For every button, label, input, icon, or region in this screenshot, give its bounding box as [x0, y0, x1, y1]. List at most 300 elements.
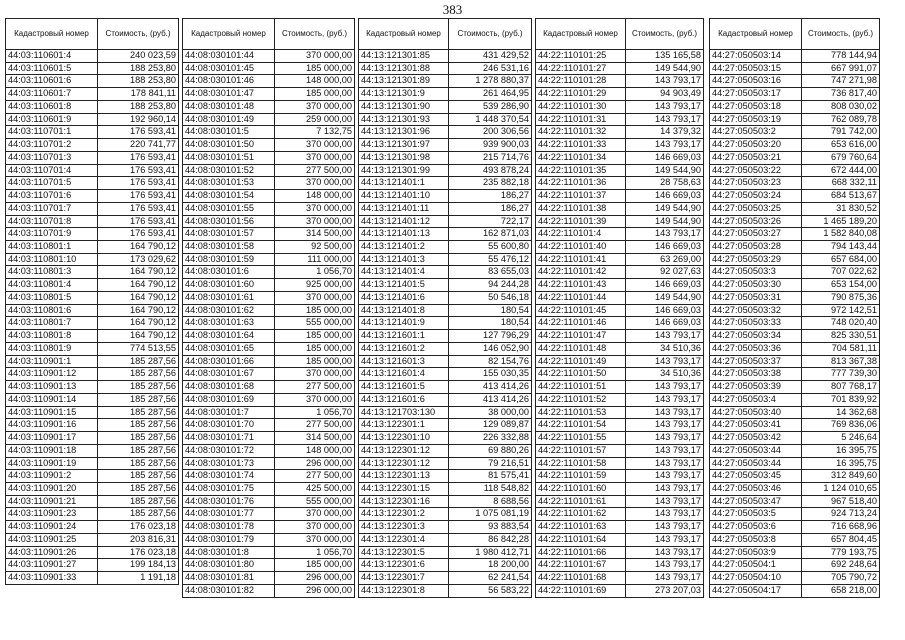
cost-cell: 14 362,68	[802, 406, 880, 419]
table-row	[6, 113, 179, 126]
cost-cell: 748 020,40	[802, 317, 880, 330]
cost-cell: 539 286,90	[449, 100, 532, 113]
cadastral-number-cell: 44:03:110601:9	[6, 113, 98, 126]
table-body	[536, 50, 704, 598]
table-row	[6, 406, 179, 419]
table-row	[183, 202, 355, 215]
cadastral-number-cell: 44:27:050503:22	[710, 164, 802, 177]
cost-cell: 555 000,00	[275, 317, 355, 330]
cost-cell: 185 287,56	[98, 457, 179, 470]
cadastral-number-cell: 44:03:110901:2	[6, 470, 98, 483]
table-row	[536, 444, 704, 457]
table-row	[183, 151, 355, 164]
cadastral-number-cell: 44:27:050503:45	[710, 470, 802, 483]
cost-cell: 143 793,17	[626, 393, 704, 406]
cadastral-number-cell: 44:03:110701:7	[6, 202, 98, 215]
cost-cell: 176 593,41	[98, 202, 179, 215]
cost-cell: 143 793,17	[626, 100, 704, 113]
table-row	[6, 368, 179, 381]
table-row	[6, 241, 179, 254]
cost-cell: 653 616,00	[802, 139, 880, 152]
table-row	[183, 126, 355, 139]
cadastral-number-cell: 44:13:121401:2	[359, 241, 449, 254]
table-row	[536, 139, 704, 152]
cadastral-number-cell: 44:08:030101:55	[183, 202, 275, 215]
cost-cell: 143 793,17	[626, 572, 704, 585]
header-cost: Стоимость, (руб.)	[449, 19, 532, 50]
cadastral-number-cell: 44:03:110701:2	[6, 139, 98, 152]
cost-cell: 176 593,41	[98, 190, 179, 203]
cost-cell: 215 714,76	[449, 151, 532, 164]
table-row	[710, 444, 880, 457]
cost-cell: 925 000,00	[275, 279, 355, 292]
table-row	[536, 495, 704, 508]
cadastral-number-cell: 44:22:110101:46	[536, 317, 626, 330]
table-row	[536, 50, 704, 63]
table-row	[183, 304, 355, 317]
cost-cell: 38 000,00	[449, 406, 532, 419]
cadastral-number-cell: 44:03:110901:23	[6, 508, 98, 521]
cost-cell: 143 793,17	[626, 381, 704, 394]
cadastral-number-cell: 44:22:110101:37	[536, 190, 626, 203]
table-row	[710, 342, 880, 355]
cadastral-number-cell: 44:03:110901:27	[6, 559, 98, 572]
cost-cell: 186,27	[449, 190, 532, 203]
cost-cell: 92 500,00	[275, 241, 355, 254]
cost-cell: 370 000,00	[275, 202, 355, 215]
cadastral-number-cell: 44:27:050503:5	[710, 508, 802, 521]
table-row	[710, 432, 880, 445]
cost-cell: 555 000,00	[275, 495, 355, 508]
cost-cell: 16 395,75	[802, 457, 880, 470]
cadastral-number-cell: 44:03:110801:8	[6, 330, 98, 343]
cost-cell: 246 531,16	[449, 62, 532, 75]
cadastral-number-cell: 44:08:030101:6	[183, 266, 275, 279]
table-row	[536, 559, 704, 572]
cadastral-number-cell: 44:22:110101:25	[536, 50, 626, 63]
cost-cell: 790 875,36	[802, 291, 880, 304]
cadastral-number-cell: 44:22:110101:62	[536, 508, 626, 521]
cost-cell: 296 000,00	[275, 584, 355, 597]
cadastral-number-cell: 44:22:110101:28	[536, 75, 626, 88]
cost-cell: 657 804,45	[802, 533, 880, 546]
table-row	[183, 546, 355, 559]
table-row	[359, 62, 532, 75]
table-row	[710, 355, 880, 368]
table-row	[183, 88, 355, 101]
cadastral-number-cell: 44:13:122301:4	[359, 533, 449, 546]
table-row	[536, 368, 704, 381]
cadastral-number-cell: 44:13:122301:5	[359, 546, 449, 559]
table-row	[710, 584, 880, 597]
cost-cell: 148 000,00	[275, 190, 355, 203]
cost-cell: 155 030,35	[449, 368, 532, 381]
cost-cell: 143 793,17	[626, 495, 704, 508]
cadastral-number-cell: 44:22:110101:66	[536, 546, 626, 559]
table-row	[536, 126, 704, 139]
cadastral-number-cell: 44:13:121401:11	[359, 202, 449, 215]
cost-cell: 668 332,11	[802, 177, 880, 190]
table-row	[710, 228, 880, 241]
table-row	[536, 432, 704, 445]
cadastral-number-cell: 44:22:110101:39	[536, 215, 626, 228]
cost-cell: 192 960,14	[98, 113, 179, 126]
cadastral-number-cell: 44:08:030101:72	[183, 444, 275, 457]
cadastral-number-cell: 44:08:030101:73	[183, 457, 275, 470]
cost-cell: 180,54	[449, 304, 532, 317]
table-row	[183, 482, 355, 495]
cost-cell: 747 271,98	[802, 75, 880, 88]
cadastral-number-cell: 44:08:030101:63	[183, 317, 275, 330]
cadastral-number-cell: 44:22:110101:29	[536, 88, 626, 101]
table-row	[359, 572, 532, 585]
table-row	[183, 266, 355, 279]
table-row	[710, 75, 880, 88]
cost-cell: 185 287,56	[98, 355, 179, 368]
table-row	[6, 88, 179, 101]
cost-cell: 178 841,11	[98, 88, 179, 101]
cadastral-number-cell: 44:08:030101:47	[183, 88, 275, 101]
table-row	[359, 419, 532, 432]
cadastral-number-cell: 44:08:030101:44	[183, 50, 275, 63]
cost-cell: 791 742,00	[802, 126, 880, 139]
cost-cell: 704 581,11	[802, 342, 880, 355]
table-row	[183, 50, 355, 63]
cadastral-number-cell: 44:13:122301:12	[359, 444, 449, 457]
table-row	[359, 470, 532, 483]
table-row	[536, 88, 704, 101]
table-row	[359, 368, 532, 381]
table-row	[6, 304, 179, 317]
table-row	[710, 508, 880, 521]
cadastral-number-cell: 44:22:110101:34	[536, 151, 626, 164]
table-row	[536, 164, 704, 177]
cadastral-number-cell: 44:13:121401:8	[359, 304, 449, 317]
cadastral-number-cell: 44:27:050503:32	[710, 304, 802, 317]
cost-cell: 186,27	[449, 202, 532, 215]
cost-cell: 314 500,00	[275, 228, 355, 241]
cadastral-number-cell: 44:13:121301:89	[359, 75, 449, 88]
table-row	[536, 406, 704, 419]
cost-cell: 185 287,56	[98, 393, 179, 406]
cost-cell: 692 248,64	[802, 559, 880, 572]
cost-cell: 143 793,17	[626, 482, 704, 495]
header-cadastral-number: Кадастровый номер	[6, 19, 98, 50]
cadastral-number-cell: 44:03:110901:17	[6, 432, 98, 445]
cost-cell: 736 817,40	[802, 88, 880, 101]
cost-cell: 146 669,03	[626, 304, 704, 317]
table-row	[359, 266, 532, 279]
cadastral-number-cell: 44:03:110801:5	[6, 291, 98, 304]
cadastral-number-cell: 44:22:110101:58	[536, 457, 626, 470]
table-row	[359, 228, 532, 241]
cost-cell: 1 056,70	[275, 266, 355, 279]
table-row	[6, 266, 179, 279]
cadastral-number-cell: 44:13:121401:5	[359, 279, 449, 292]
cadastral-number-cell: 44:08:030101:7	[183, 406, 275, 419]
cadastral-number-cell: 44:08:030101:49	[183, 113, 275, 126]
cadastral-number-cell: 44:27:050503:28	[710, 241, 802, 254]
cadastral-number-cell: 44:27:050503:4	[710, 393, 802, 406]
header-cost: Стоимость, (руб.)	[98, 19, 179, 50]
table-row	[6, 521, 179, 534]
table-row	[536, 266, 704, 279]
table-row	[710, 495, 880, 508]
table-row	[710, 482, 880, 495]
cadastral-number-cell: 44:03:110701:5	[6, 177, 98, 190]
cost-cell: 185 000,00	[275, 342, 355, 355]
table-row	[183, 381, 355, 394]
table-row	[359, 164, 532, 177]
cost-cell: 146 052,90	[449, 342, 532, 355]
table-row	[710, 546, 880, 559]
cadastral-number-cell: 44:08:030101:57	[183, 228, 275, 241]
cadastral-number-cell: 44:13:121601:3	[359, 355, 449, 368]
cost-cell: 370 000,00	[275, 215, 355, 228]
table-row	[183, 508, 355, 521]
cadastral-number-cell: 44:08:030101:60	[183, 279, 275, 292]
table-row	[359, 75, 532, 88]
cadastral-number-cell: 44:13:121401:13	[359, 228, 449, 241]
cadastral-number-cell: 44:08:030101:70	[183, 419, 275, 432]
table-row	[359, 508, 532, 521]
table-row	[6, 50, 179, 63]
table-row	[183, 279, 355, 292]
cadastral-number-cell: 44:08:030101:82	[183, 584, 275, 597]
cadastral-number-cell: 44:03:110701:6	[6, 190, 98, 203]
table-row	[183, 139, 355, 152]
cost-cell: 277 500,00	[275, 470, 355, 483]
header-cadastral-number: Кадастровый номер	[710, 19, 802, 50]
cost-cell: 143 793,17	[626, 432, 704, 445]
cadastral-number-cell: 44:27:050503:8	[710, 533, 802, 546]
table-row	[6, 279, 179, 292]
table-row	[6, 228, 179, 241]
cadastral-number-cell: 44:08:030101:66	[183, 355, 275, 368]
cadastral-number-cell: 44:08:030101:69	[183, 393, 275, 406]
cadastral-number-cell: 44:22:110101:43	[536, 279, 626, 292]
cost-cell: 143 793,17	[626, 457, 704, 470]
table-row	[6, 139, 179, 152]
cadastral-number-cell: 44:03:110801:1	[6, 241, 98, 254]
cadastral-number-cell: 44:13:121601:6	[359, 393, 449, 406]
cost-cell: 56 583,22	[449, 584, 532, 597]
table-row	[359, 482, 532, 495]
table-row	[183, 432, 355, 445]
cost-cell: 164 790,12	[98, 330, 179, 343]
table-row	[710, 241, 880, 254]
cadastral-number-cell: 44:22:110101:69	[536, 584, 626, 597]
table-row	[710, 470, 880, 483]
table-row	[359, 495, 532, 508]
cost-cell: 705 790,72	[802, 572, 880, 585]
table-row	[359, 151, 532, 164]
table-body	[6, 50, 179, 585]
cost-cell: 93 883,54	[449, 521, 532, 534]
cadastral-number-cell: 44:08:030101:46	[183, 75, 275, 88]
cost-cell: 370 000,00	[275, 151, 355, 164]
cadastral-number-cell: 44:27:050503:33	[710, 317, 802, 330]
table-row	[536, 62, 704, 75]
cadastral-number-cell: 44:03:110901:19	[6, 457, 98, 470]
table-row	[536, 521, 704, 534]
table-row	[710, 330, 880, 343]
cadastral-number-cell: 44:08:030101:53	[183, 177, 275, 190]
cost-cell: 967 518,40	[802, 495, 880, 508]
table-row	[536, 151, 704, 164]
cadastral-number-cell: 44:13:121703:130	[359, 406, 449, 419]
cost-cell: 143 793,17	[626, 330, 704, 343]
cost-cell: 185 287,56	[98, 368, 179, 381]
table-row	[536, 304, 704, 317]
cost-cell: 188 253,80	[98, 100, 179, 113]
cadastral-number-cell: 44:03:110901:25	[6, 533, 98, 546]
cost-cell: 8 688,56	[449, 495, 532, 508]
cadastral-number-cell: 44:03:110801:3	[6, 266, 98, 279]
cadastral-number-cell: 44:22:110101:57	[536, 444, 626, 457]
cost-cell: 203 816,31	[98, 533, 179, 546]
cost-cell: 226 332,88	[449, 432, 532, 445]
cadastral-number-cell: 44:27:050503:29	[710, 253, 802, 266]
cost-cell: 164 790,12	[98, 279, 179, 292]
table-row	[359, 559, 532, 572]
cost-cell: 50 546,18	[449, 291, 532, 304]
cadastral-number-cell: 44:22:110101:36	[536, 177, 626, 190]
cadastral-number-cell: 44:27:050504:17	[710, 584, 802, 597]
cadastral-number-cell: 44:27:050504:1	[710, 559, 802, 572]
table-row	[183, 406, 355, 419]
cost-cell: 185 000,00	[275, 304, 355, 317]
cost-cell: 185 287,56	[98, 432, 179, 445]
cost-cell: 672 444,00	[802, 164, 880, 177]
cadastral-number-cell: 44:03:110601:6	[6, 75, 98, 88]
table-row	[6, 393, 179, 406]
cost-cell: 146 669,03	[626, 190, 704, 203]
cadastral-number-cell: 44:27:050503:17	[710, 88, 802, 101]
table-row	[359, 533, 532, 546]
table-row	[183, 521, 355, 534]
cadastral-number-cell: 44:08:030101:80	[183, 559, 275, 572]
cadastral-number-cell: 44:27:050503:2	[710, 126, 802, 139]
cost-cell: 149 544,90	[626, 202, 704, 215]
cost-table-3	[358, 18, 532, 598]
table-row	[6, 342, 179, 355]
cost-cell: 777 739,30	[802, 368, 880, 381]
cost-cell: 62 241,54	[449, 572, 532, 585]
cadastral-number-cell: 44:08:030101:64	[183, 330, 275, 343]
cost-cell: 28 758,63	[626, 177, 704, 190]
cost-cell: 667 991,07	[802, 62, 880, 75]
cadastral-number-cell: 44:27:050503:38	[710, 368, 802, 381]
table-row	[359, 393, 532, 406]
cost-cell: 188 253,80	[98, 75, 179, 88]
cadastral-number-cell: 44:03:110601:7	[6, 88, 98, 101]
cadastral-number-cell: 44:22:110101:32	[536, 126, 626, 139]
table-row	[536, 177, 704, 190]
header-cost: Стоимость, (руб.)	[802, 19, 880, 50]
table-row	[183, 355, 355, 368]
cost-cell: 14 379,32	[626, 126, 704, 139]
cost-cell: 277 500,00	[275, 419, 355, 432]
cost-cell: 199 184,13	[98, 559, 179, 572]
cost-cell: 413 414,26	[449, 393, 532, 406]
cadastral-number-cell: 44:27:050503:23	[710, 177, 802, 190]
cost-cell: 778 144,94	[802, 50, 880, 63]
cost-cell: 762 089,78	[802, 113, 880, 126]
cost-cell: 143 793,17	[626, 355, 704, 368]
table-row	[536, 546, 704, 559]
cadastral-number-cell: 44:13:121301:98	[359, 151, 449, 164]
table-row	[6, 470, 179, 483]
cadastral-number-cell: 44:08:030101:45	[183, 62, 275, 75]
cost-cell: 143 793,17	[626, 139, 704, 152]
table-row	[6, 508, 179, 521]
table-row	[536, 419, 704, 432]
table-row	[536, 202, 704, 215]
table-row	[710, 88, 880, 101]
cost-cell: 185 287,56	[98, 495, 179, 508]
cadastral-number-cell: 44:13:121601:4	[359, 368, 449, 381]
table-row	[359, 584, 532, 597]
table-row	[710, 368, 880, 381]
cost-cell: 188 253,80	[98, 62, 179, 75]
cost-cell: 176 593,41	[98, 126, 179, 139]
table-row	[6, 495, 179, 508]
table-row	[359, 50, 532, 63]
table-row	[536, 253, 704, 266]
cadastral-number-cell: 44:22:110101:61	[536, 495, 626, 508]
cost-cell: 86 842,28	[449, 533, 532, 546]
cost-cell: 176 593,41	[98, 164, 179, 177]
cost-cell: 143 793,17	[626, 508, 704, 521]
cadastral-number-cell: 44:22:110101:68	[536, 572, 626, 585]
cadastral-number-cell: 44:13:121401:12	[359, 215, 449, 228]
table-row	[536, 291, 704, 304]
cadastral-number-cell: 44:22:110101:53	[536, 406, 626, 419]
table-row	[710, 164, 880, 177]
cadastral-number-cell: 44:03:110901:18	[6, 444, 98, 457]
cost-cell: 1 075 081,19	[449, 508, 532, 521]
cadastral-number-cell: 44:08:030101:61	[183, 291, 275, 304]
table-row	[536, 381, 704, 394]
cadastral-number-cell: 44:27:050503:15	[710, 62, 802, 75]
table-row	[710, 215, 880, 228]
table-row	[710, 291, 880, 304]
cadastral-number-cell: 44:27:050503:41	[710, 419, 802, 432]
cadastral-number-cell: 44:08:030101:56	[183, 215, 275, 228]
table-row	[359, 317, 532, 330]
cadastral-number-cell: 44:03:110801:9	[6, 342, 98, 355]
cadastral-number-cell: 44:22:110101:47	[536, 330, 626, 343]
table-row	[536, 584, 704, 597]
cadastral-number-cell: 44:08:030101:52	[183, 164, 275, 177]
cost-cell: 431 429,52	[449, 50, 532, 63]
cost-cell: 296 000,00	[275, 457, 355, 470]
table-row	[359, 279, 532, 292]
cost-cell: 924 713,24	[802, 508, 880, 521]
cadastral-number-cell: 44:08:030101:74	[183, 470, 275, 483]
table-row	[710, 253, 880, 266]
table-row	[359, 88, 532, 101]
table-row	[536, 215, 704, 228]
table-row	[710, 521, 880, 534]
cadastral-number-cell: 44:22:110101:59	[536, 470, 626, 483]
cost-cell: 127 796,29	[449, 330, 532, 343]
cost-cell: 185 000,00	[275, 355, 355, 368]
cadastral-number-cell: 44:22:110101:51	[536, 381, 626, 394]
cost-cell: 164 790,12	[98, 291, 179, 304]
cadastral-number-cell: 44:13:122301:8	[359, 584, 449, 597]
